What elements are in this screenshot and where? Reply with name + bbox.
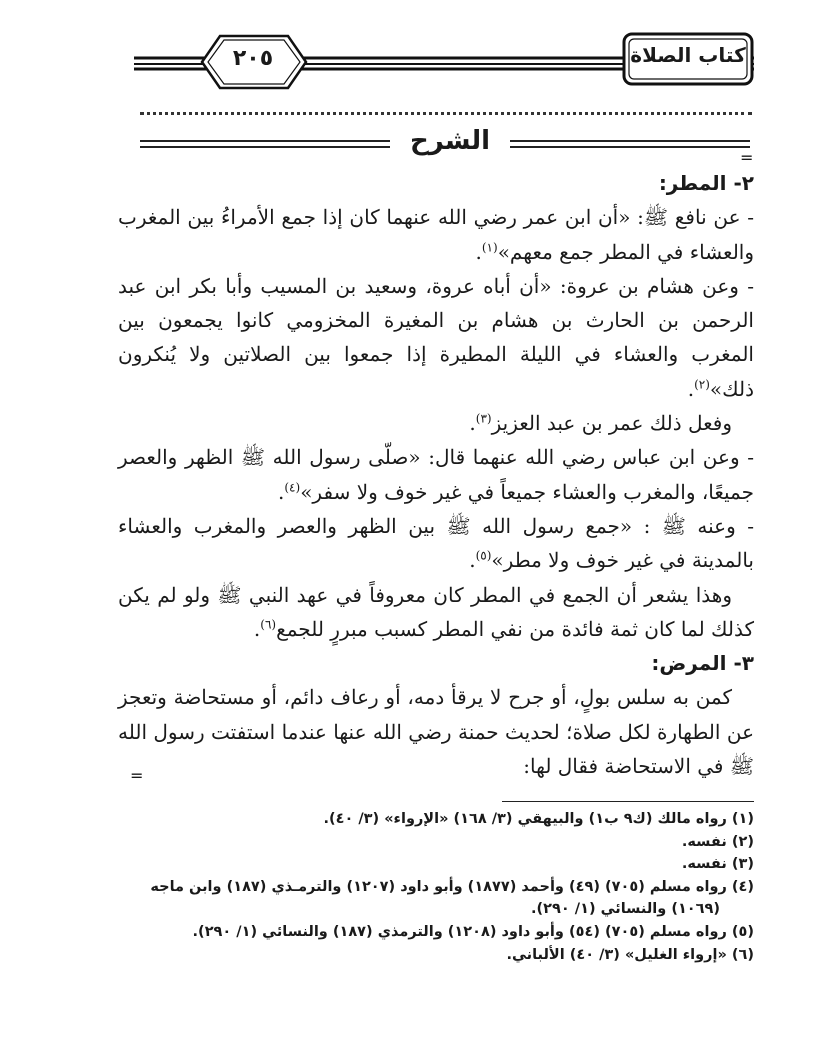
footnote: (٥) رواه مسلم (٧٠٥) (٥٤) وأبو داود (١٢٠٨) والترمذي (١٨٧) والنسائي (١/ ٢٩٠). bbox=[192, 923, 754, 940]
paragraph: - عن نافع ﷺ: «أن ابن عمر رضي الله عنهما كان إذا جمع الأمراءُ بين المغرب والعشاء في المطر جمع معهم»$^{(١)}$. bbox=[118, 205, 754, 264]
heading-rule-right-2 bbox=[510, 146, 750, 148]
page-header bbox=[134, 28, 754, 98]
section-heading bbox=[130, 126, 750, 166]
footnote-divider bbox=[502, 801, 754, 802]
footnote: (٣) نفسه. bbox=[681, 856, 754, 873]
footnote: (٤) رواه مسلم (٧٠٥) (٤٩) وأحمد (١٨٧٧) وأبو داود (١٢٠٧) والترمـذي (١٨٧) وابن ماجه bbox=[150, 878, 754, 895]
footnote-continuation: (١٠٦٩) والنسائي (١/ ٢٩٠). bbox=[531, 901, 720, 918]
paragraph: وهذا يشعر أن الجمع في المطر كان معروفاً في عهد النبي ﷺ ولو لم يكن كذلك لما كان ثمة فائدة من نفي المطر كسبب مبررٍ للجمع$^{(٦)}$. bbox=[118, 582, 754, 641]
footnotes bbox=[118, 808, 754, 966]
book-title: كتاب الصلاة bbox=[630, 43, 746, 67]
paragraph: وفعل ذلك عمر بن عبد العزيز$^{(٣)}$. bbox=[469, 411, 732, 436]
paragraph: - وعن هشام بن عروة: «أن أباه عروة، وسعيد بن المسيب وأبا بكر ابن عبد الرحمن بن الحارث بن هشام بن المغيرة المخزومي كانوا يجمعون بين المغرب والعشاء في الليلة المطيرة إذا جمعوا بين الصلاتين ولا يُنكرون ذلك»$^{(٢)}$. bbox=[118, 273, 754, 401]
heading-rule-right bbox=[510, 140, 750, 142]
page-number: ٢٠٥ bbox=[232, 46, 274, 71]
footnote: (٦) «إرواء الغليل» (٣/ ٤٠) الألباني. bbox=[506, 946, 754, 963]
paragraph: - وعن ابن عباس رضي الله عنهما قال: «صلّى رسول الله ﷺ الظهر والعصر جميعًا، والمغرب والعشاء جميعاً في غير خوف ولا سفر»$^{(٤)}$. bbox=[118, 445, 754, 504]
heading-rule-left bbox=[140, 140, 390, 142]
heading-rule-left-2 bbox=[140, 146, 390, 148]
equals-mark-top: = bbox=[740, 148, 754, 167]
equals-mark-bottom: = bbox=[130, 766, 144, 785]
footnote: (٢) نفسه. bbox=[681, 833, 754, 850]
paragraph: - وعنه ﷺ : «جمع رسول الله ﷺ بين الظهر والعصر والمغرب والعشاء بالمدينة في غير خوف ولا مطر»$^{(٥)}$. bbox=[118, 513, 754, 573]
dotted-divider bbox=[140, 112, 752, 115]
main-text bbox=[118, 166, 754, 783]
subheading-rain: ٢- المطر: bbox=[658, 171, 754, 195]
footnote: (١) رواه مالك (ك٩ ب١) والبيهقي (٣/ ١٦٨) «الإرواء» (٣/ ٤٠). bbox=[323, 811, 754, 827]
paragraph: كمن به سلس بولٍ، أو جرح لا يرقأ دمه، أو رعاف دائم، أو مستحاضة وتعجز عن الطهارة لكل صلاة؛ لحديث حمنة رضي الله عنها عندما استفتت رسول الله ﷺ في الاستحاضة فقال لها: bbox=[118, 685, 754, 779]
section-title: الشرح bbox=[409, 126, 491, 156]
subheading-illness: ٣- المرض: bbox=[651, 651, 754, 676]
